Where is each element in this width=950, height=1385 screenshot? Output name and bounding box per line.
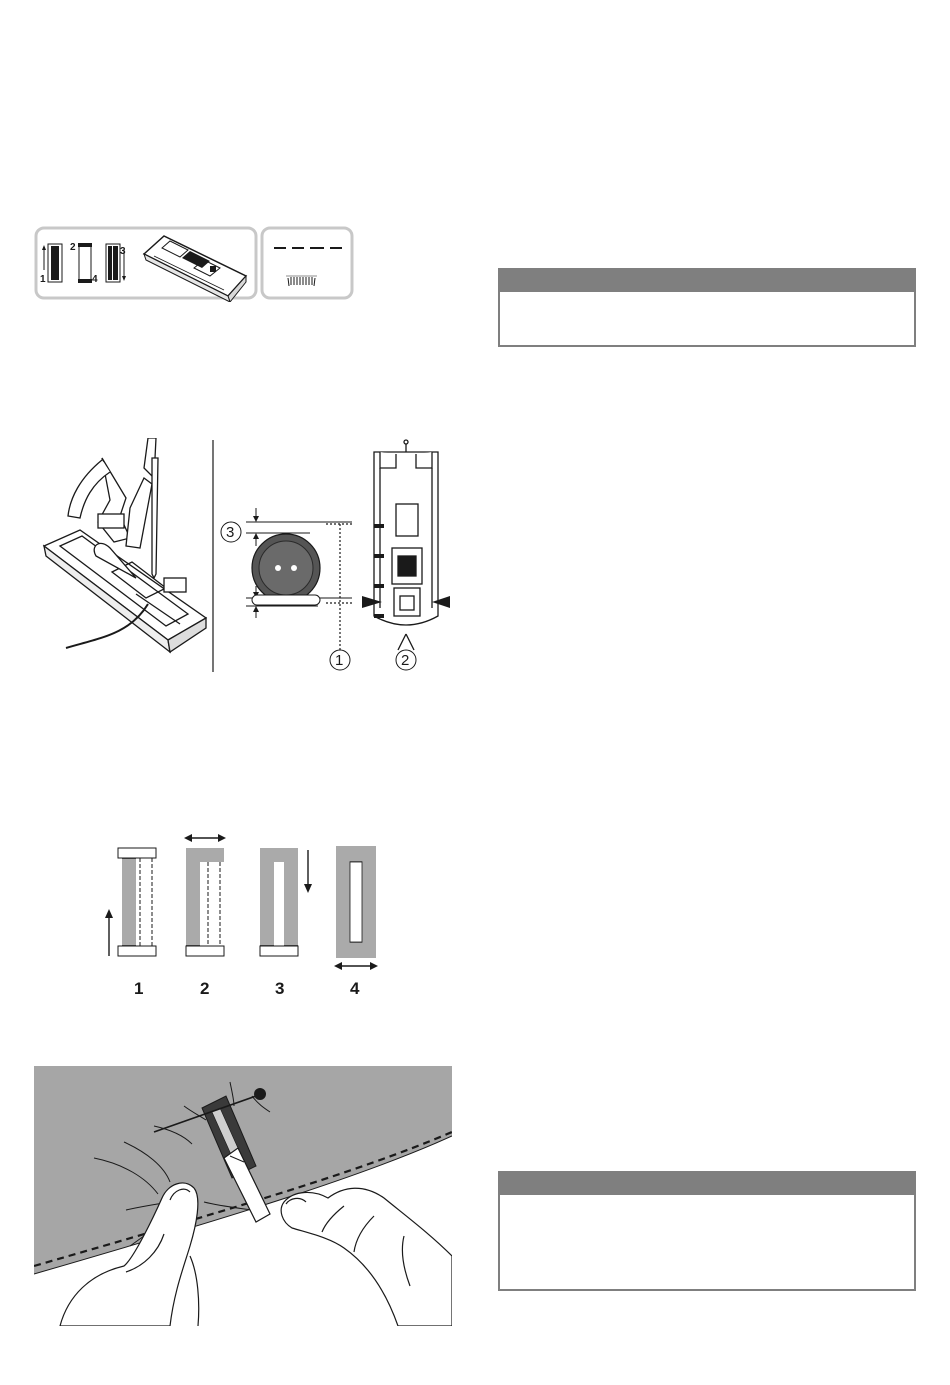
callout-2-label: 2 — [401, 652, 410, 669]
button-measurement-illustration — [221, 508, 352, 670]
note-box-2-header — [500, 1173, 914, 1195]
buttonhole-steps-figure — [100, 826, 390, 1002]
mini-step-2-label: 2 — [70, 242, 76, 253]
note-box-1-header — [500, 270, 914, 292]
foot-setup-figure — [40, 438, 450, 678]
step-1-label: 1 — [134, 979, 144, 998]
step-3-label: 3 — [275, 979, 285, 998]
mini-step-4-label: 4 — [92, 274, 98, 285]
buttonhole-foot-topview — [362, 440, 450, 670]
step-4-label: 4 — [350, 979, 360, 998]
buttonhole-cutting-graphic — [34, 1066, 452, 1326]
callout-3-label: 3 — [226, 524, 235, 541]
settings-panel — [34, 226, 356, 302]
foot-setup-graphic — [40, 438, 450, 678]
settings-panel-graphic — [34, 226, 356, 302]
foot-attachment-illustration — [44, 438, 206, 652]
note-box-2 — [498, 1171, 916, 1291]
buttonhole-cutting-figure — [34, 1066, 452, 1326]
step-1-illustration — [105, 848, 156, 956]
mini-step-1-label: 1 — [40, 274, 46, 285]
note-box-1 — [498, 268, 916, 347]
buttonhole-steps-graphic — [100, 826, 390, 1002]
note-box-1-body — [500, 292, 914, 308]
step-3-illustration — [260, 848, 312, 956]
callout-1-label: 1 — [335, 652, 344, 669]
note-box-2-body — [500, 1195, 914, 1211]
step-2-label: 2 — [200, 979, 210, 998]
mini-step-3-label: 3 — [120, 246, 126, 257]
step-4-illustration — [334, 846, 378, 970]
step-2-illustration — [184, 834, 226, 956]
